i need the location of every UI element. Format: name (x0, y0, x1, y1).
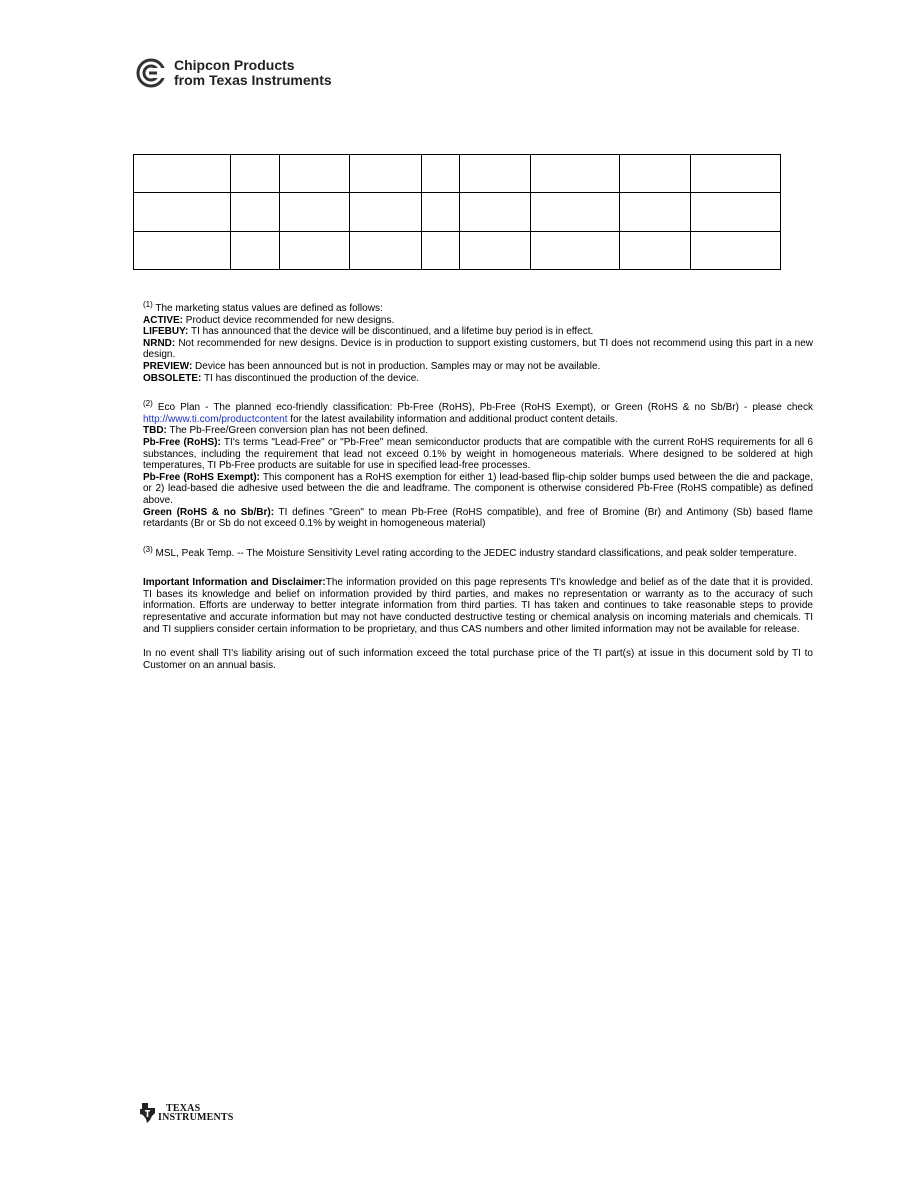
term-text: TI's terms "Lead-Free" or "Pb-Free" mean semiconductor products that are compatible with the current RoHS requirements for all 6 substances, including the requirement that lead not exceed 0.1% by weight in homogeneous materials. Where designed to be soldered at high temperatures, TI Pb-Free products are suitable for use in specified lead-free processes. (143, 436, 813, 472)
table-cell (231, 193, 280, 231)
eco-intro-end-text: for the latest availability information and additional product content details. (287, 413, 618, 425)
package-info-table (133, 154, 781, 270)
spacer (143, 559, 813, 577)
table-row (134, 231, 781, 269)
eco-intro-text: Eco Plan - The planned eco-friendly classification: Pb-Free (RoHS), Pb-Free (RoHS Exempt), or Green (RoHS & no Sb/Br) - please check (152, 402, 813, 414)
spacer (143, 384, 813, 402)
status-obsolete (143, 373, 813, 385)
table-cell (691, 193, 781, 231)
table-cell (231, 155, 280, 193)
table-cell (422, 231, 460, 269)
logo-line-1: Chipcon Products (174, 57, 295, 73)
table-cell (231, 231, 280, 269)
eco-tbd (143, 425, 813, 437)
table-cell (620, 193, 691, 231)
table-cell (350, 155, 422, 193)
term-text: The Pb-Free/Green conversion plan has not been defined. (166, 425, 428, 437)
eco-pb-free (143, 437, 813, 472)
disclaimer (143, 577, 813, 635)
table-cell (531, 193, 620, 231)
status-active (143, 315, 813, 327)
term-text: TI has discontinued the production of the device. (201, 372, 420, 384)
status-preview (143, 361, 813, 373)
spacer (143, 530, 813, 548)
table-cell (460, 155, 531, 193)
table-cell (280, 155, 350, 193)
footnote-marker: (2) (143, 399, 153, 409)
marketing-status-intro (143, 300, 813, 315)
table-cell (460, 193, 531, 231)
table-cell (691, 231, 781, 269)
term-text: TI has announced that the device will be discontinued, and a lifetime buy period is in effect. (188, 326, 594, 338)
footnotes (143, 300, 814, 671)
term-label: Pb-Free (RoHS): (143, 436, 221, 448)
ti-line-2: INSTRUMENTS (158, 1112, 234, 1123)
table-cell (280, 193, 350, 231)
ti-logo-text (158, 1104, 234, 1123)
spacer (143, 635, 813, 648)
eco-pb-free-exempt (143, 472, 813, 507)
table-cell (350, 231, 422, 269)
product-content-link[interactable]: http://www.ti.com/productcontent (143, 413, 288, 425)
liability-note: In no event shall TI's liability arising out of such information exceed the total purchase price of the TI part(s) at issue in this document sold by TI to Customer on an annual basis. (143, 648, 813, 671)
texas-instruments-logo (140, 1103, 234, 1123)
ti-line-1: TEXAS (166, 1102, 201, 1114)
disclaimer-text: The information provided on this page represents TI's knowledge and belief as of the date that it is provided. TI bases its knowledge and belief on information provided by third parties, and makes no representation or warranty as to the accuracy of such information. Efforts are underway to better integrate information from third parties. TI has taken and continues to take reasonable steps to provide representative and accurate information but may not have conducted destructive testing or chemical analysis on incoming materials and chemicals. TI and TI suppliers consider certain information to be proprietary, and thus CAS numbers and other limited information may not be available for release. (143, 577, 813, 635)
term-text: This component has a RoHS exemption for either 1) lead-based flip-chip solder bumps used between the die and package, or 2) lead-based die adhesive used between the die and leadframe. The component is otherwise considered Pb-Free (RoHS compatible) as defined above. (143, 471, 814, 506)
logo-line-2: from Texas Instruments (174, 72, 332, 88)
table-cell (280, 231, 350, 269)
table-cell (422, 155, 460, 193)
term-text: Device has been announced but is not in production. Samples may or may not be available. (192, 360, 601, 372)
term-label: Green (RoHS & no Sb/Br): (143, 506, 275, 518)
term-label: PREVIEW: (143, 360, 193, 372)
table-cell (620, 231, 691, 269)
term-text: Product device recommended for new designs. (183, 314, 395, 326)
term-label: NRND: (143, 337, 176, 349)
msl-text: MSL, Peak Temp. -- The Moisture Sensitivity Level rating according to the JEDEC industry standard classifications, and peak solder temperature. (152, 547, 797, 559)
term-label: OBSOLETE: (143, 372, 202, 384)
table-cell (350, 193, 422, 231)
table-cell (691, 155, 781, 193)
disclaimer-label: Important Information and Disclaimer: (143, 577, 326, 589)
term-label: Pb-Free (RoHS Exempt): (143, 471, 260, 483)
term-text: Not recommended for new designs. Device is in production to support existing customers, but TI does not recommend using this part in a new design. (143, 337, 813, 361)
table-cell (422, 193, 460, 231)
footnote-marker: (3) (143, 544, 153, 554)
eco-green (143, 507, 813, 530)
status-lifebuy (143, 326, 813, 338)
table-row (134, 155, 781, 193)
table-cell (531, 155, 620, 193)
table-cell (531, 231, 620, 269)
msl-note (143, 544, 813, 560)
table-row (134, 193, 781, 231)
table-cell (134, 193, 231, 231)
chipcon-c-icon (136, 58, 168, 88)
status-nrnd (143, 338, 813, 361)
table-cell (134, 155, 231, 193)
term-label: TBD: (143, 425, 167, 437)
chipcon-logo (136, 58, 332, 88)
table-cell (620, 155, 691, 193)
chipcon-logo-text (174, 58, 332, 88)
ti-state-icon (140, 1103, 156, 1123)
footnote-marker: (1) (143, 300, 153, 309)
term-text: TI defines "Green" to mean Pb-Free (RoHS compatible), and free of Bromine (Br) and Antimony (Sb) based flame retardants (Br or Sb do not exceed 0.1% by weight in homogeneous material) (143, 506, 813, 530)
term-label: ACTIVE: (143, 314, 183, 326)
eco-plan-intro (143, 399, 813, 425)
table-cell (134, 231, 231, 269)
table-cell (460, 231, 531, 269)
marketing-intro-text: The marketing status values are defined as follows: (152, 303, 383, 314)
term-label: LIFEBUY: (143, 326, 189, 338)
